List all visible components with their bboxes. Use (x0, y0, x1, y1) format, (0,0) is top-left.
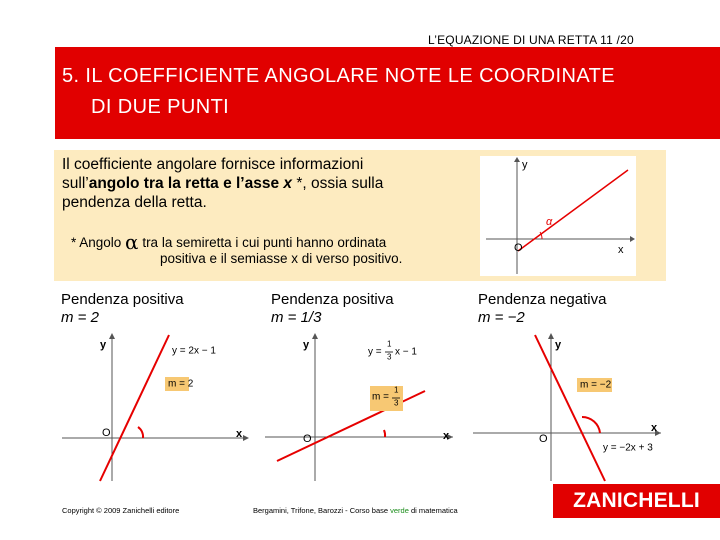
x-label: x (443, 430, 450, 443)
slope-badge-numerator: 1 (394, 385, 399, 395)
x-axis-arrow (243, 435, 249, 441)
graph-slope-2 (62, 331, 250, 483)
slope-badge-text: m = 2 (168, 378, 194, 390)
book-credit-post: di matematica (408, 506, 458, 515)
equation-label: y = −2x + 3 (603, 442, 653, 454)
copyright-notice: Copyright © 2009 Zanichelli editore (62, 506, 180, 515)
angle-arc (384, 430, 385, 437)
origin-label: O (514, 242, 523, 255)
info-line-2-var: x (283, 175, 293, 192)
footnote-line-2: positiva e il semiasse x di verso positivo. (160, 251, 403, 266)
graph-slope-minus-2 (473, 331, 665, 483)
origin-label: O (102, 427, 111, 440)
column-1-label: Pendenza positiva (61, 291, 184, 308)
column-2-label: Pendenza positiva (271, 291, 394, 308)
line (100, 335, 169, 481)
info-line-2-post: *, ossia sulla (292, 175, 384, 192)
column-2-title (271, 291, 394, 327)
equation-numerator: 1 (387, 339, 392, 349)
slide-title-line-2: DI DUE PUNTI (91, 96, 230, 118)
info-paragraph (62, 155, 472, 212)
equation-label: y = 2x − 1 (172, 345, 216, 357)
info-line-2 (62, 174, 472, 193)
angle-diagram (480, 156, 636, 276)
y-label: y (555, 339, 562, 352)
origin-label: O (303, 433, 312, 446)
column-3-slope: m = −2 (478, 309, 525, 326)
slope-badge-text: m = (372, 391, 389, 403)
footnote-post: tra la semiretta i cui punti hanno ordinata (138, 235, 387, 250)
x-label: x (618, 244, 624, 257)
info-line-3: pendenza della retta. (62, 194, 207, 211)
y-label: y (100, 339, 107, 352)
book-credit (253, 506, 458, 515)
angle-arc (582, 417, 600, 433)
footnote-pre: * Angolo (71, 235, 126, 250)
column-3-title (478, 291, 606, 327)
slope-badge-text: m = −2 (580, 379, 612, 391)
origin-label: O (539, 433, 548, 446)
zanichelli-logo: ZANICHELLI (553, 484, 720, 518)
info-line-1: Il coefficiente angolare fornisce informazioni (62, 156, 364, 173)
graph-slope-one-third (265, 331, 463, 483)
title-band (55, 47, 720, 139)
alpha-label: α (546, 216, 553, 229)
angle-arc (138, 427, 143, 438)
x-label: x (236, 428, 243, 441)
y-axis-arrow (312, 333, 318, 339)
x-label: x (651, 422, 658, 435)
column-1-title (61, 291, 184, 327)
book-credit-pre: Bergamini, Trifone, Barozzi - Corso base (253, 506, 391, 515)
slope-badge-denominator: 3 (394, 398, 399, 408)
equation-rest: x − 1 (395, 346, 417, 358)
alpha-symbol: α (125, 230, 139, 254)
column-1-slope: m = 2 (61, 309, 99, 326)
column-2-slope: m = 1/3 (271, 309, 322, 326)
book-credit-verde: verde (390, 506, 409, 515)
slide-title-line-1: 5. IL COEFFICIENTE ANGOLARE NOTE LE COORDINATE (62, 65, 615, 87)
y-label: y (522, 159, 528, 172)
equation-denominator: 3 (387, 352, 392, 362)
y-axis-arrow (109, 333, 115, 339)
y-axis-arrow (514, 157, 520, 162)
info-line-2-bold: angolo tra la retta e l’asse (88, 175, 284, 192)
info-line-2-pre: sull’ (62, 175, 89, 192)
x-axis-arrow (630, 236, 635, 242)
column-3-label: Pendenza negativa (478, 291, 607, 308)
slide-reference: L’EQUAZIONE DI UNA RETTA 11 /20 (428, 33, 634, 47)
y-axis-arrow (548, 333, 554, 339)
equation-label: y = (368, 346, 382, 358)
y-label: y (303, 339, 310, 352)
line (535, 335, 605, 481)
